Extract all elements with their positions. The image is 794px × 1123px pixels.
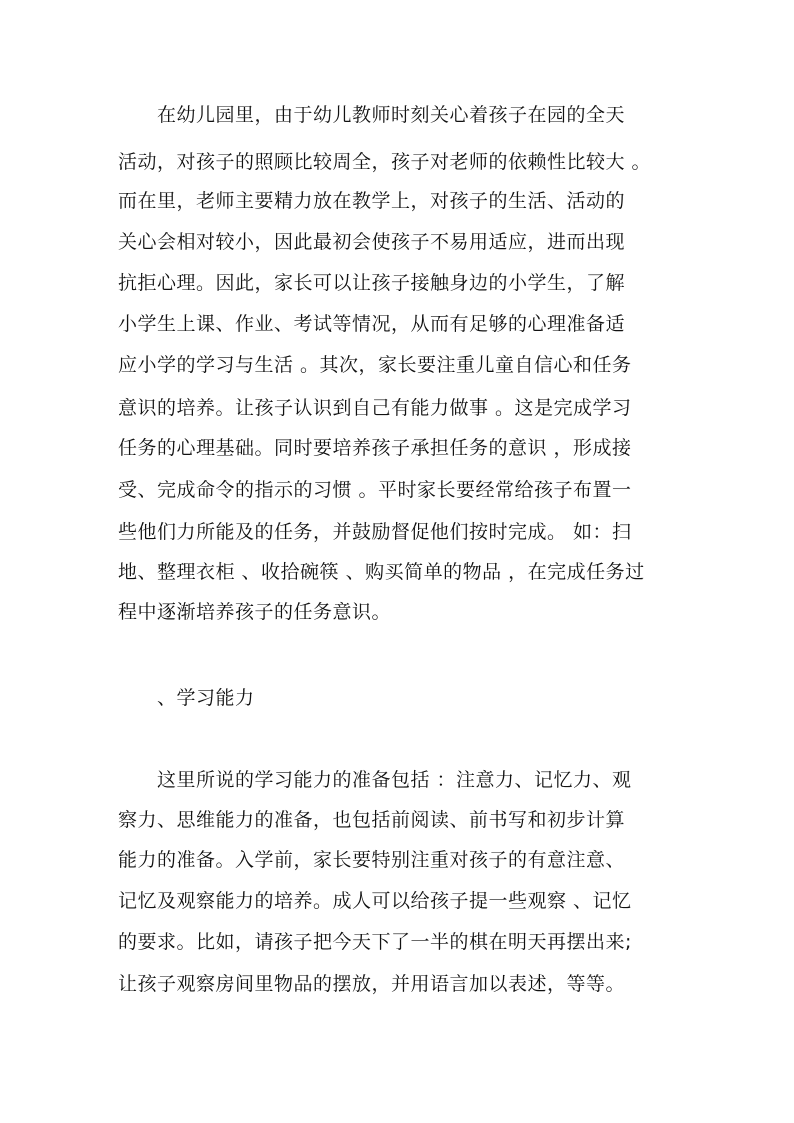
paragraph-1-line-13: 程中逐渐培养孩子的任务意识。 [118, 601, 392, 623]
paragraph-1-line-2: 活动，对孩子的照顾比较周全，孩子对老师的依赖性比较大 。 [118, 151, 652, 173]
paragraph-1-line-11: 些他们力所能及的任务，并鼓励督促他们按时完成。 如：扫 [118, 521, 632, 543]
paragraph-2-line-4: 记忆及观察能力的培养。成人可以给孩子提一些观察 、记忆 [118, 890, 632, 912]
paragraph-1-line-10: 受、完成命令的指示的习惯 。平时家长要经常给孩子布置一 [118, 479, 632, 501]
paragraph-1-line-4: 关心会相对较小，因此最初会使孩子不易用适应，进而出现 [118, 231, 626, 253]
paragraph-2-line-6: 让孩子观察房间里物品的摆放，并用语言加以表述，等等。 [118, 973, 626, 995]
paragraph-1-line-9: 任务的心理基础。同时要培养孩子承担任务的意识 ，形成接 [118, 437, 632, 459]
paragraph-1-line-8: 意识的培养。让孩子认识到自己有能力做事 。这是完成学习 [118, 397, 632, 419]
paragraph-2-line-3: 能力的准备。入学前，家长要特别注重对孩子的有意注意、 [118, 849, 626, 871]
section-heading: 、学习能力 [118, 687, 255, 709]
paragraph-1-line-5: 抗拒心理。因此，家长可以让孩子接触身边的小学生，了解 [118, 272, 626, 294]
paragraph-1-line-1: 在幼儿园里，由于幼儿教师时刻关心着孩子在园的全天 [118, 104, 626, 126]
paragraph-2-line-5: 的要求。比如，请孩子把今天下了一半的棋在明天再摆出来; [118, 931, 632, 953]
paragraph-1-line-12: 地、整理衣柜 、收拾碗筷 、购买简单的物品 ，在完成任务过 [118, 561, 645, 583]
paragraph-2-line-1: 这里所说的学习能力的准备包括 ：注意力、记忆力、观 [118, 769, 632, 791]
paragraph-1-line-3: 而在里，老师主要精力放在教学上，对孩子的生活、活动的 [118, 190, 626, 212]
paragraph-1-line-7: 应小学的学习与生活 。其次，家长要注重儿童自信心和任务 [118, 354, 632, 376]
paragraph-2-line-2: 察力、思维能力的准备，也包括前阅读、前书写和初步计算 [118, 809, 626, 831]
paragraph-1-line-6: 小学生上课、作业、考试等情况，从而有足够的心理准备适 [118, 313, 626, 335]
